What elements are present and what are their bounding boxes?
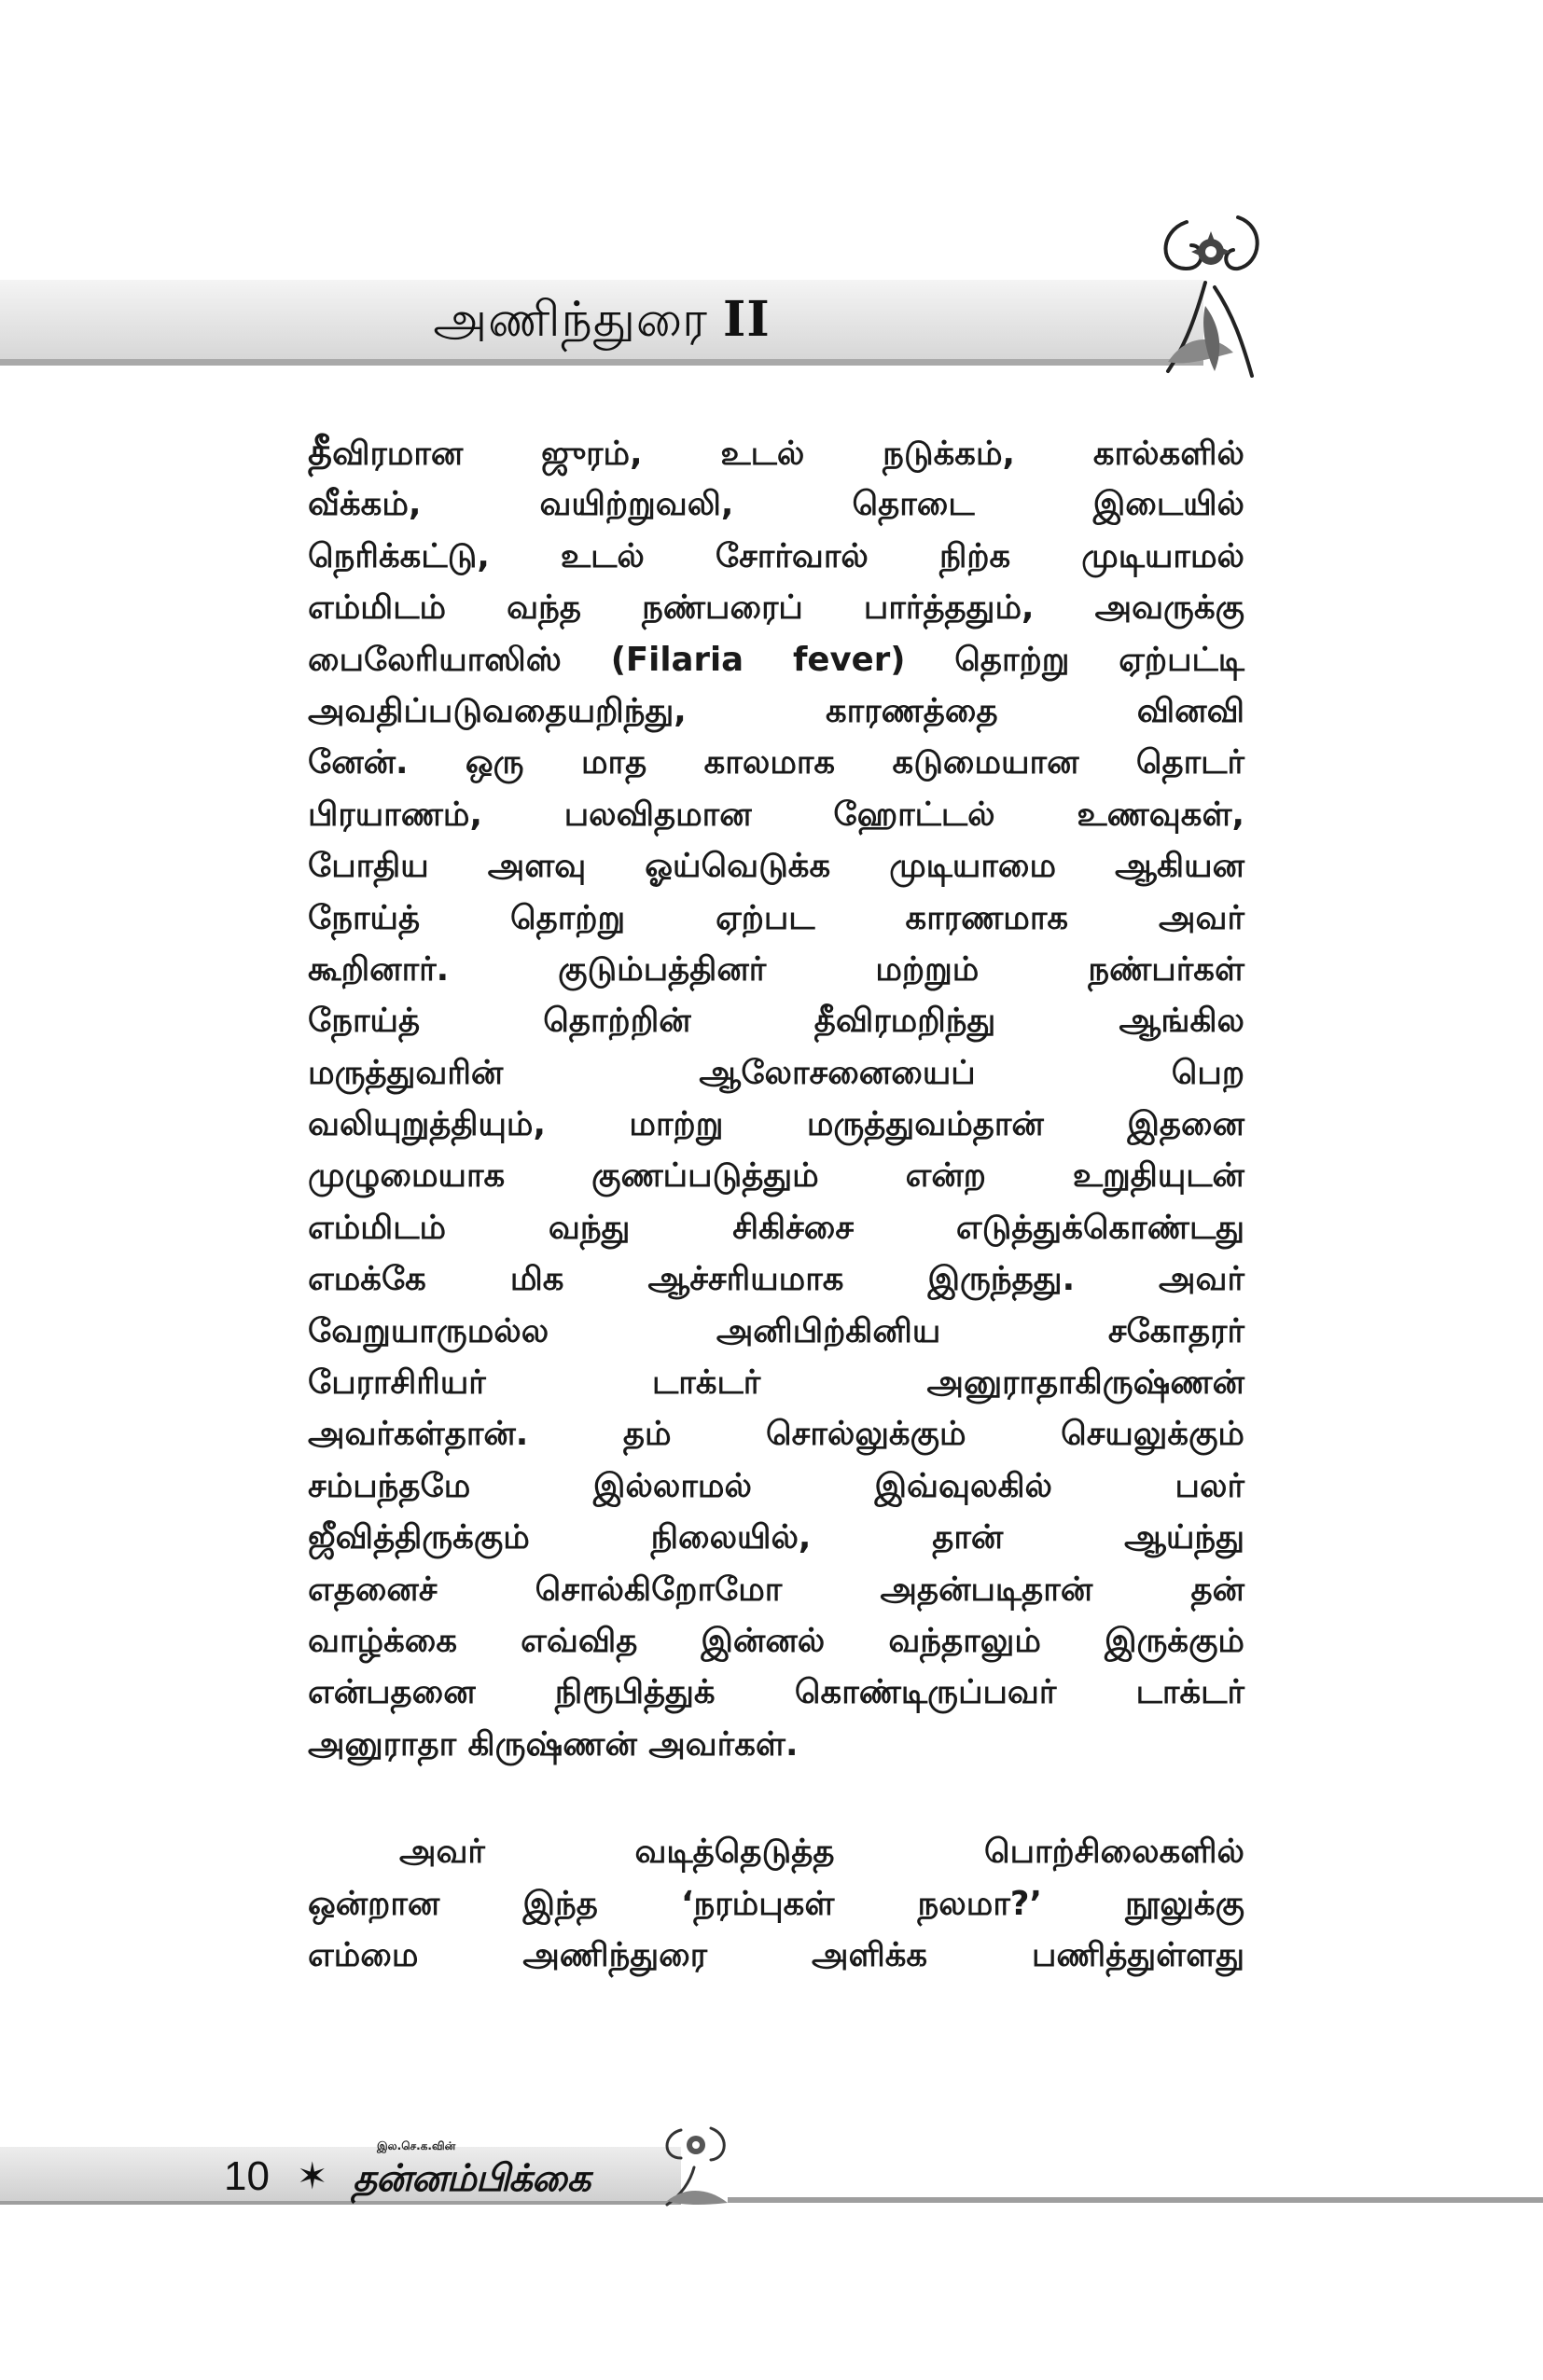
text-line: நெரிக்கட்டு, உடல் சோர்வால் நிற்க முடியாமல் xyxy=(308,536,1244,575)
text-line: வேறுயாருமல்ல அனிபிற்கினிய சகோதரர் xyxy=(308,1311,1244,1350)
star-icon: ✶ xyxy=(297,2155,328,2198)
text-line: சம்பந்தமே இல்லாமல் இவ்வுலகில் பலர் xyxy=(308,1466,1244,1505)
footer-rule-right xyxy=(728,2197,1543,2203)
text-line: எம்மை அணிந்துரை அளிக்க பணித்துள்ளது xyxy=(308,1935,1244,1974)
floral-ornament-icon xyxy=(653,2111,737,2208)
chapter-title-text: அணிந்துரை xyxy=(433,292,708,348)
text-line: நோய்த் தொற்றின் தீவிரமறிந்து ஆங்கில xyxy=(308,1002,1244,1041)
chapter-title xyxy=(0,282,1203,358)
dropcap: தீ xyxy=(308,431,333,474)
text-line: எதனைச் சொல்கிறோமோ அதன்படிதான் தன் xyxy=(308,1570,1244,1609)
text-line: அனுராதா கிருஷ்ணன் அவர்கள். xyxy=(308,1724,799,1764)
text-line: தீவிரமான ஜுரம், உடல் நடுக்கம், கால்களில் xyxy=(308,431,1244,474)
publication-logo: தன்னம்பிக்கை xyxy=(353,2157,591,2200)
page-number: 10 xyxy=(224,2153,270,2199)
text-line: போதிய அளவு ஓய்வெடுக்க முடியாமை ஆகியன xyxy=(308,847,1244,886)
text-line: அவர்கள்தான். தம் சொல்லுக்கும் செயலுக்கும் xyxy=(308,1415,1244,1454)
body-text xyxy=(308,427,1244,1981)
text-line: அவதிப்படுவதையறிந்து, காரணத்தை வினவி xyxy=(308,691,1244,730)
text-line: பேராசிரியர் டாக்டர் அனுராதாகிருஷ்ணன் xyxy=(308,1363,1244,1403)
text-line: எம்மிடம் வந்து சிகிச்சை எடுத்துக்கொண்டது xyxy=(308,1208,1244,1247)
chapter-title-numeral: II xyxy=(723,291,771,348)
text-line: என்பதனை நிரூபித்துக் கொண்டிருப்பவர் டாக்டர் xyxy=(308,1673,1244,1712)
text-line: எம்மிடம் வந்த நண்பரைப் பார்த்ததும், அவருக்கு xyxy=(308,588,1244,628)
text-line: கூறினார். குடும்பத்தினர் மற்றும் நண்பர்கள் xyxy=(308,949,1244,989)
publication-subtitle: இல.செ.க.வின் xyxy=(377,2139,456,2152)
text-line: வீக்கம், வயிற்றுவலி, தொடை இடையில் xyxy=(308,485,1244,524)
text-line: மருத்துவரின் ஆலோசனையைப் பெற xyxy=(308,1053,1244,1092)
text-line: வலியுறுத்தியும், மாற்று மருத்துவம்தான் இதனை xyxy=(308,1105,1244,1144)
text-line: எமக்கே மிக ஆச்சரியமாக இருந்தது. அவர் xyxy=(308,1260,1244,1299)
text-line: முழுமையாக குணப்படுத்தும் என்ற உறுதியுடன் xyxy=(308,1156,1244,1196)
floral-ornament-icon xyxy=(1149,194,1271,381)
text-line: வாழ்க்கை எவ்வித இன்னல் வந்தாலும் இருக்கும் xyxy=(308,1621,1244,1660)
text-line: பிரயாணம், பலவிதமான ஹோட்டல் உணவுகள், xyxy=(308,795,1244,834)
paragraph-gap xyxy=(308,1770,1244,1826)
text-line: அவர் வடித்தெடுத்த பொற்சிலைகளில் xyxy=(399,1833,1244,1872)
text-line: னேன். ஒரு மாத காலமாக கடுமையான தொடர் xyxy=(308,743,1244,782)
text-line: ஜீவித்திருக்கும் நிலையில், தான் ஆய்ந்து xyxy=(308,1518,1244,1557)
text-line: பைலேரியாஸிஸ் (Filaria fever) தொற்று ஏற்பட்டி xyxy=(308,640,1244,679)
text-line: ஒன்றான இந்த ‘நரம்புகள் நலமா?’ நூலுக்கு xyxy=(308,1884,1244,1923)
text-line: நோய்த் தொற்று ஏற்பட காரணமாக அவர் xyxy=(308,898,1244,937)
